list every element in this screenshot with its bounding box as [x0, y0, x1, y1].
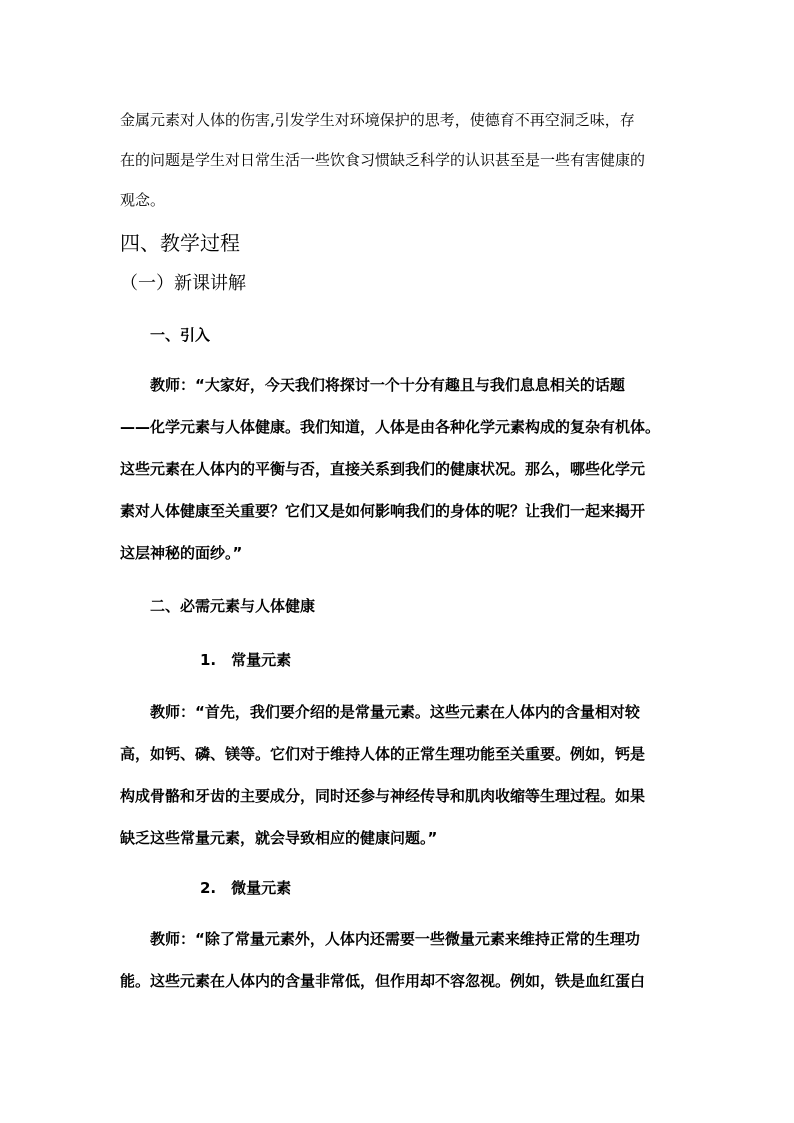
- part2-heading: 二、必需元素与人体健康: [150, 597, 316, 615]
- item2-line-2: 能。这些元素在人体内的含量非常低，但作用却不容忽视。例如，铁是血红蛋白: [120, 972, 646, 990]
- item1-heading: 1. 常量元素: [200, 651, 292, 669]
- part1-line-2: ——化学元素与人体健康。我们知道，人体是由各种化学元素构成的复杂有机体。: [120, 418, 661, 436]
- part1-line-3: 这些元素在人体内的平衡与否，直接关系到我们的健康状况。那么，哪些化学元: [120, 460, 646, 478]
- subsection-heading: （一）新课讲解: [120, 273, 246, 294]
- item1-line-4: 缺乏这些常量元素，就会导致相应的健康问题。”: [120, 829, 438, 847]
- item2-line-1: 教师：“除了常量元素外，人体内还需要一些微量元素来维持正常的生理功: [150, 930, 640, 948]
- part1-line-1: 教师：“大家好，今天我们将探讨一个十分有趣且与我们息息相关的话题: [150, 376, 625, 394]
- intro-line-3: 观念。: [120, 191, 166, 209]
- intro-line-2: 在的问题是学生对日常生活一些饮食习惯缺乏科学的认识甚至是一些有害健康的: [120, 151, 646, 169]
- item1-line-1: 教师：“首先，我们要介绍的是常量元素。这些元素在人体内的含量相对较: [150, 703, 640, 721]
- intro-line-1: 金属元素对人体的伤害,引发学生对环境保护的思考，使德育不再空洞乏味，存: [120, 111, 635, 129]
- item1-line-2: 高，如钙、磷、镁等。它们对于维持人体的正常生理功能至关重要。例如，钙是: [120, 745, 646, 763]
- part1-line-5: 这层神秘的面纱。”: [120, 544, 243, 562]
- section-heading: 四、教学过程: [120, 231, 240, 255]
- part1-line-4: 素对人体健康至关重要？它们又是如何影响我们的身体的呢？让我们一起来揭开: [120, 502, 646, 520]
- item1-line-3: 构成骨骼和牙齿的主要成分，同时还参与神经传导和肌肉收缩等生理过程。如果: [120, 787, 646, 805]
- part1-heading: 一、引入: [150, 326, 211, 344]
- item2-heading: 2. 微量元素: [200, 879, 292, 897]
